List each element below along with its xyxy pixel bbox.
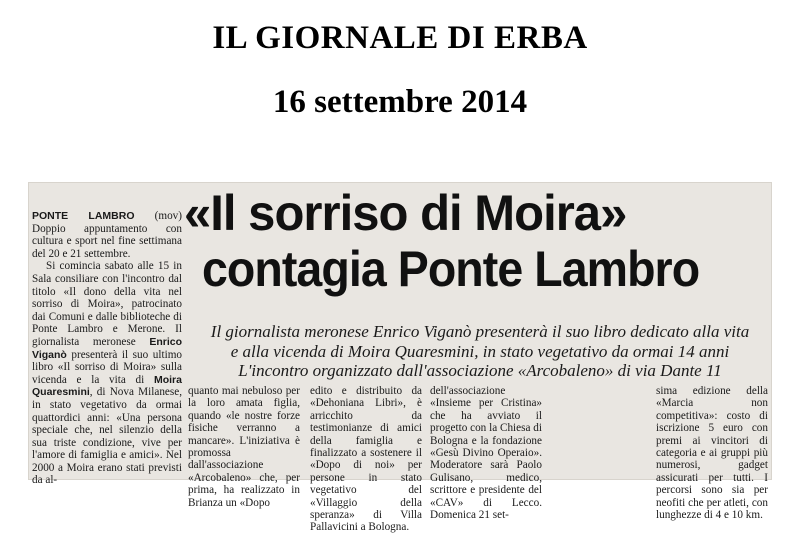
headline-line-2: contagia Ponte Lambro xyxy=(202,241,700,297)
left-column xyxy=(32,210,182,487)
left-column-para-2 xyxy=(32,260,182,487)
body-column-4: sima edizione della «Marcia non competitiva»: costo di iscrizione 5 euro con premi ai vincitori di categoria e ai gruppi più numerosi, gadget assicurati per tutti. I percorsi sono sia per neofiti che per atleti, con lunghezze di 4 e 10 km. xyxy=(656,385,768,522)
body-column-3: dell'associazione «Insieme per Cristina» che ha avviato il progetto con la Chiesa di Bologna e la fondazione «Gesù Divino Operaio». Moderatore sarà Paolo Gulisano, medico, scrittore e presidente del «CAV» di Lecco. Domenica 21 set- xyxy=(430,385,542,522)
para-text: Si comincia sabato alle 15 in Sala consiliare con l'incontro dal titolo «Il dono della vita nel sorriso di Moira», patrocinato dai Comuni e dalle biblioteche di Ponte Lambro e Merone. Il giornalista meronese xyxy=(32,260,182,348)
newspaper-name: IL GIORNALE DI ERBA xyxy=(212,20,588,56)
author-name: Enrico Viganò xyxy=(32,335,182,361)
newspaper-clipping xyxy=(28,182,772,534)
subhead-line-2: e alla vicenda di Moira Quaresmini, in stato vegetativo da ormai 14 anni xyxy=(230,341,730,361)
body-column-2: edito e distribuito da «Dehoniana Libri», è arricchito da testimonianze di amici della famiglia e finalizzato a sostenere il «Dopo di noi» per persone in stato vegetativo del «Villaggio della speranza» di Villa Pallavicini a Bologna. xyxy=(310,385,422,534)
publication-date: 16 settembre 2014 xyxy=(272,84,528,120)
subhead-line-1: Il giornalista meronese Enrico Viganò presenterà il suo libro dedicato alla vita xyxy=(210,322,750,341)
body-columns xyxy=(186,385,772,534)
body-column-1: quanto mai nebuloso per la loro amata figlia, quando «le nostre forze fisiche verranno a mancare». L'iniziativa è promossa dall'associazione «Arcobaleno» che, per prima, ha realizzato in Brianza un «Dopo xyxy=(188,385,300,509)
dateline: PONTE LAMBRO xyxy=(32,210,135,222)
headline-line-1: «Il sorriso di Moira» xyxy=(184,185,627,241)
para-text: presenterà il suo ultimo libro «Il sorriso di Moira» sulla vicenda e la vita di xyxy=(32,348,182,386)
subject-name: Moira Quaresmini xyxy=(32,373,182,399)
left-column-para-1 xyxy=(32,210,182,260)
subheadline xyxy=(188,322,772,381)
page-header xyxy=(0,0,800,178)
byline-text: (mov) Doppio appuntamento con cultura e sport nel fine settimana del 20 e 21 settembre. xyxy=(32,210,182,260)
subhead-line-3: L'incontro organizzato dall'associazione «Arcobaleno» di via Dante 11 xyxy=(238,361,722,380)
para-text: , di Nova Milanese, in stato vegetativo da ormai quattordici anni: «Una persona speciale che, nel silenzio della sua triste condizione, vive per l'amore di famiglia e amici». Nel 2000 a Moira erano stati previsti da al- xyxy=(32,386,182,487)
